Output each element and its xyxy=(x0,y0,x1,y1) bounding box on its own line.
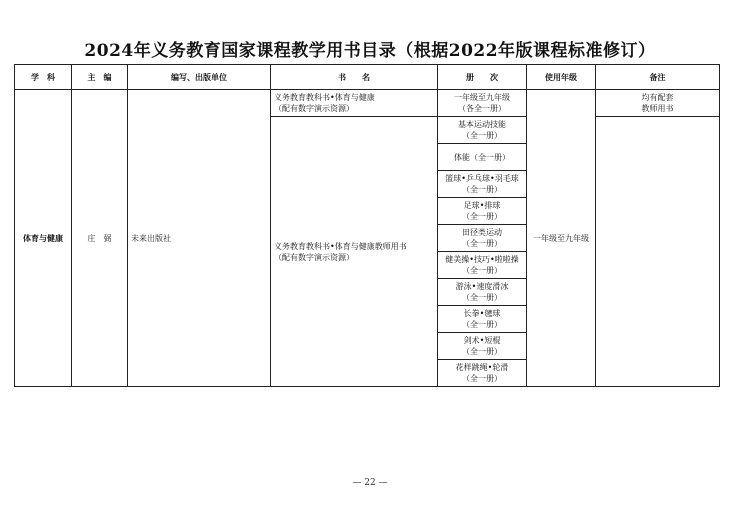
volume-count: （全一册） xyxy=(462,212,502,221)
volume-cell xyxy=(438,279,527,306)
volume-count: （全一册） xyxy=(462,239,502,248)
teacher-book-cell xyxy=(271,117,438,387)
volume-cell xyxy=(438,144,527,171)
catalog-table xyxy=(14,64,720,387)
header-editor: 主 编 xyxy=(72,65,128,90)
volume-name: 剑术•短棍 xyxy=(463,336,501,345)
header-grade: 使用年级 xyxy=(527,65,596,90)
volume-name: 篮球•乒乓球•羽毛球 xyxy=(445,174,519,183)
volume-count: （全一册） xyxy=(462,131,502,140)
volume-cell xyxy=(438,225,527,252)
grade-cell: 一年级至九年级 xyxy=(527,90,596,387)
page-title: 2024年义务教育国家课程教学用书目录（根据2022年版课程标准修订） xyxy=(84,41,656,61)
student-volume-line2: （各全一册） xyxy=(458,104,506,113)
volume-count: （全一册） xyxy=(462,293,502,302)
note-line1: 均有配套 xyxy=(641,93,674,102)
header-volume: 册 次 xyxy=(438,65,527,90)
student-book-cell xyxy=(271,90,438,117)
volume-name: 体能（全一册） xyxy=(454,152,510,162)
header-note: 备注 xyxy=(596,65,720,90)
note-cell xyxy=(596,90,720,117)
table-row xyxy=(15,90,720,117)
header-book: 书 名 xyxy=(271,65,438,90)
volume-name: 健美操•技巧•啦啦操 xyxy=(445,255,519,264)
volume-name: 足球•排球 xyxy=(463,201,501,210)
student-book-subtitle: （配有数字演示资源） xyxy=(274,104,354,113)
teacher-book-title: 义务教育教科书•体育与健康教师用书 xyxy=(274,241,407,251)
volume-name: 花样跳绳•轮滑 xyxy=(455,363,509,372)
subject-cell: 体育与健康 xyxy=(15,90,72,387)
volume-cell xyxy=(438,333,527,360)
note-empty-cell xyxy=(596,117,720,387)
volume-cell xyxy=(438,171,527,198)
student-book-title: 义务教育教科书•体育与健康 xyxy=(274,93,375,102)
volume-count: （全一册） xyxy=(462,320,502,329)
teacher-book-subtitle: （配有数字演示资源） xyxy=(274,252,354,262)
volume-cell xyxy=(438,252,527,279)
volume-name: 田径类运动 xyxy=(462,228,502,237)
volume-cell xyxy=(438,360,527,387)
header-subject: 学 科 xyxy=(15,65,72,90)
publisher-cell: 未来出版社 xyxy=(128,90,271,387)
volume-count: （全一册） xyxy=(462,266,502,275)
editor-cell: 庄 弼 xyxy=(72,90,128,387)
note-line2: 教师用书 xyxy=(641,104,674,113)
volume-count: （全一册） xyxy=(462,347,502,356)
volume-cell xyxy=(438,306,527,333)
volume-name: 游泳•速度滑冰 xyxy=(455,282,509,291)
volume-cell xyxy=(438,117,527,144)
volume-cell xyxy=(438,198,527,225)
volume-count: （全一册） xyxy=(462,185,502,194)
header-row xyxy=(15,65,720,90)
header-publisher: 编写、出版单位 xyxy=(128,65,271,90)
volume-name: 基本运动技能 xyxy=(458,120,506,129)
student-volume-cell xyxy=(438,90,527,117)
volume-count: （全一册） xyxy=(462,374,502,383)
page-number: — 22 — xyxy=(352,478,388,488)
student-volume-line1: 一年级至九年级 xyxy=(454,93,510,102)
volume-name: 长拳•毽球 xyxy=(463,309,501,318)
